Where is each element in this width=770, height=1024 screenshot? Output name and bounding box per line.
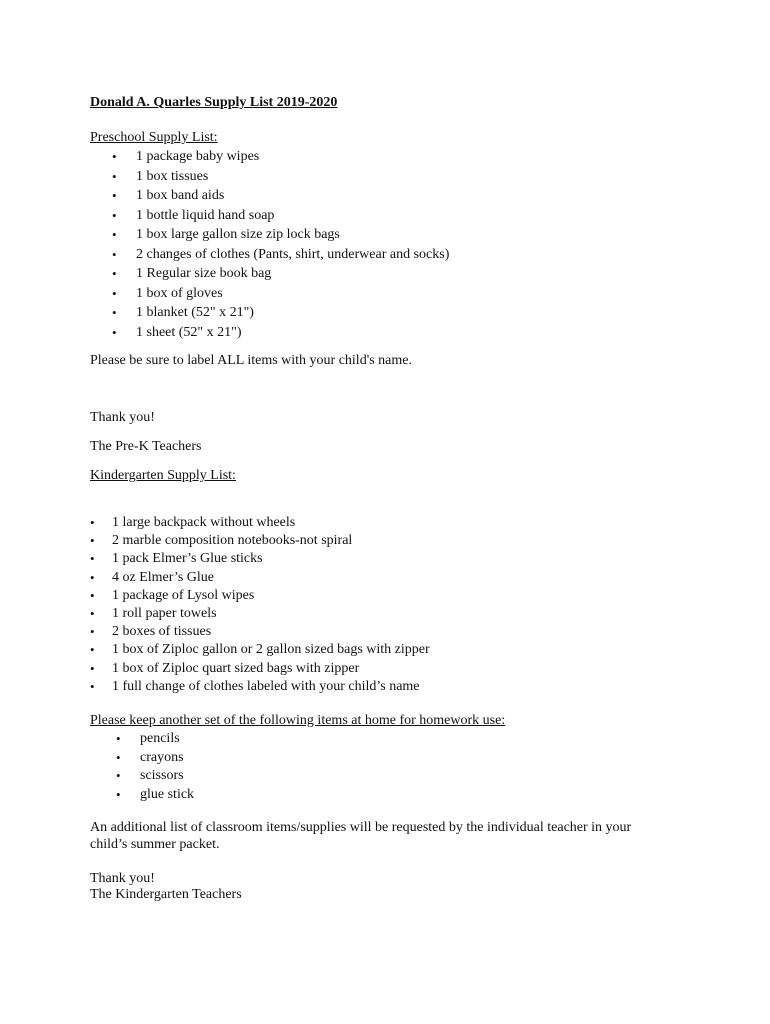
list-item-text: 1 box of Ziploc gallon or 2 gallon sized bags with zipper: [112, 642, 430, 658]
bullet-icon: •: [112, 324, 117, 340]
list-item-text: 1 package baby wipes: [136, 149, 260, 164]
list-item-text: glue stick: [140, 786, 195, 802]
bullet-icon: •: [90, 624, 95, 640]
kindergarten-supply-list: [90, 514, 430, 696]
list-item: [112, 207, 449, 227]
bullet-icon: •: [116, 786, 121, 802]
list-item-text: 1 box tissues: [136, 168, 209, 184]
bullet-icon: •: [90, 551, 95, 567]
bullet-icon: •: [90, 678, 95, 694]
kindergarten-signature: The Kindergarten Teachers: [90, 887, 242, 902]
list-item: [90, 587, 430, 605]
list-item: [90, 550, 430, 568]
home-items-heading: Please keep another set of the following items at home for homework use:: [90, 713, 506, 728]
list-item: [90, 623, 430, 641]
bullet-icon: •: [90, 587, 95, 603]
list-item: [112, 246, 449, 266]
bullet-icon: •: [112, 207, 117, 223]
list-item-text: 1 large backpack without wheels: [112, 515, 296, 530]
list-item-text: 1 Regular size book bag: [136, 266, 272, 281]
list-item: [112, 285, 449, 305]
preschool-thanks: Thank you!: [90, 410, 155, 425]
bullet-icon: •: [112, 168, 117, 184]
list-item: [112, 226, 449, 246]
list-item: [116, 730, 194, 749]
kindergarten-heading: Kindergarten Supply List:: [90, 468, 236, 483]
list-item: [112, 265, 449, 285]
list-item: [116, 767, 194, 786]
list-item-text: 1 box of Ziploc quart sized bags with zipper: [112, 660, 360, 676]
list-item-text: 1 box band aids: [136, 188, 225, 203]
list-item: [112, 168, 449, 188]
list-item-text: 1 blanket (52" x 21"): [136, 305, 254, 320]
preschool-heading: Preschool Supply List:: [90, 130, 218, 145]
bullet-icon: •: [112, 227, 117, 242]
bullet-icon: •: [90, 515, 95, 530]
list-item: [90, 514, 430, 532]
bullet-icon: •: [90, 660, 95, 676]
list-item: [116, 786, 194, 805]
list-item-text: 1 bottle liquid hand soap: [136, 207, 275, 223]
list-item: [90, 569, 430, 587]
additional-list-note-line1: An additional list of classroom items/supplies will be requested by the individual teacher in your: [90, 820, 632, 835]
bullet-icon: •: [90, 569, 95, 585]
list-item: [90, 532, 430, 550]
list-item-text: 1 pack Elmer’s Glue sticks: [112, 551, 263, 567]
list-item-text: 2 marble composition notebooks-not spiral: [112, 533, 353, 549]
list-item: [90, 660, 430, 678]
bullet-icon: •: [90, 533, 95, 549]
preschool-label-note: Please be sure to label ALL items with your child's name.: [90, 353, 412, 368]
bullet-icon: •: [112, 246, 117, 262]
list-item-text: 1 full change of clothes labeled with your child’s name: [112, 678, 420, 694]
list-item-text: 4 oz Elmer’s Glue: [112, 569, 214, 585]
bullet-icon: •: [112, 285, 117, 301]
bullet-icon: •: [112, 149, 117, 164]
preschool-signature: The Pre-K Teachers: [90, 439, 202, 454]
list-item: [112, 148, 449, 168]
home-supply-list: [116, 730, 194, 804]
bullet-icon: •: [112, 305, 117, 320]
preschool-supply-list: [112, 148, 449, 343]
kindergarten-thanks: Thank you!: [90, 871, 155, 886]
bullet-icon: •: [116, 731, 121, 746]
list-item: [116, 749, 194, 768]
list-item-text: scissors: [140, 768, 184, 783]
list-item-text: 1 package of Lysol wipes: [112, 587, 255, 603]
bullet-icon: •: [90, 642, 95, 658]
document-title: Donald A. Quarles Supply List 2019-2020: [90, 95, 338, 110]
list-item-text: 1 box large gallon size zip lock bags: [136, 227, 340, 242]
additional-list-note-line2: child’s summer packet.: [90, 837, 220, 852]
list-item: [90, 641, 430, 659]
list-item: [112, 324, 449, 344]
list-item-text: 1 roll paper towels: [112, 605, 217, 621]
list-item-text: 2 boxes of tissues: [112, 624, 212, 640]
bullet-icon: •: [112, 266, 117, 281]
list-item: [90, 678, 430, 696]
list-item: [112, 304, 449, 324]
list-item-text: pencils: [140, 731, 180, 746]
list-item-text: 1 sheet (52" x 21"): [136, 324, 242, 340]
list-item-text: crayons: [140, 749, 184, 765]
bullet-icon: •: [116, 768, 121, 783]
list-item: [112, 187, 449, 207]
bullet-icon: •: [90, 605, 95, 621]
list-item-text: 1 box of gloves: [136, 285, 223, 301]
bullet-icon: •: [112, 188, 117, 203]
bullet-icon: •: [116, 749, 121, 765]
list-item-text: 2 changes of clothes (Pants, shirt, underwear and socks): [136, 246, 450, 262]
list-item: [90, 605, 430, 623]
